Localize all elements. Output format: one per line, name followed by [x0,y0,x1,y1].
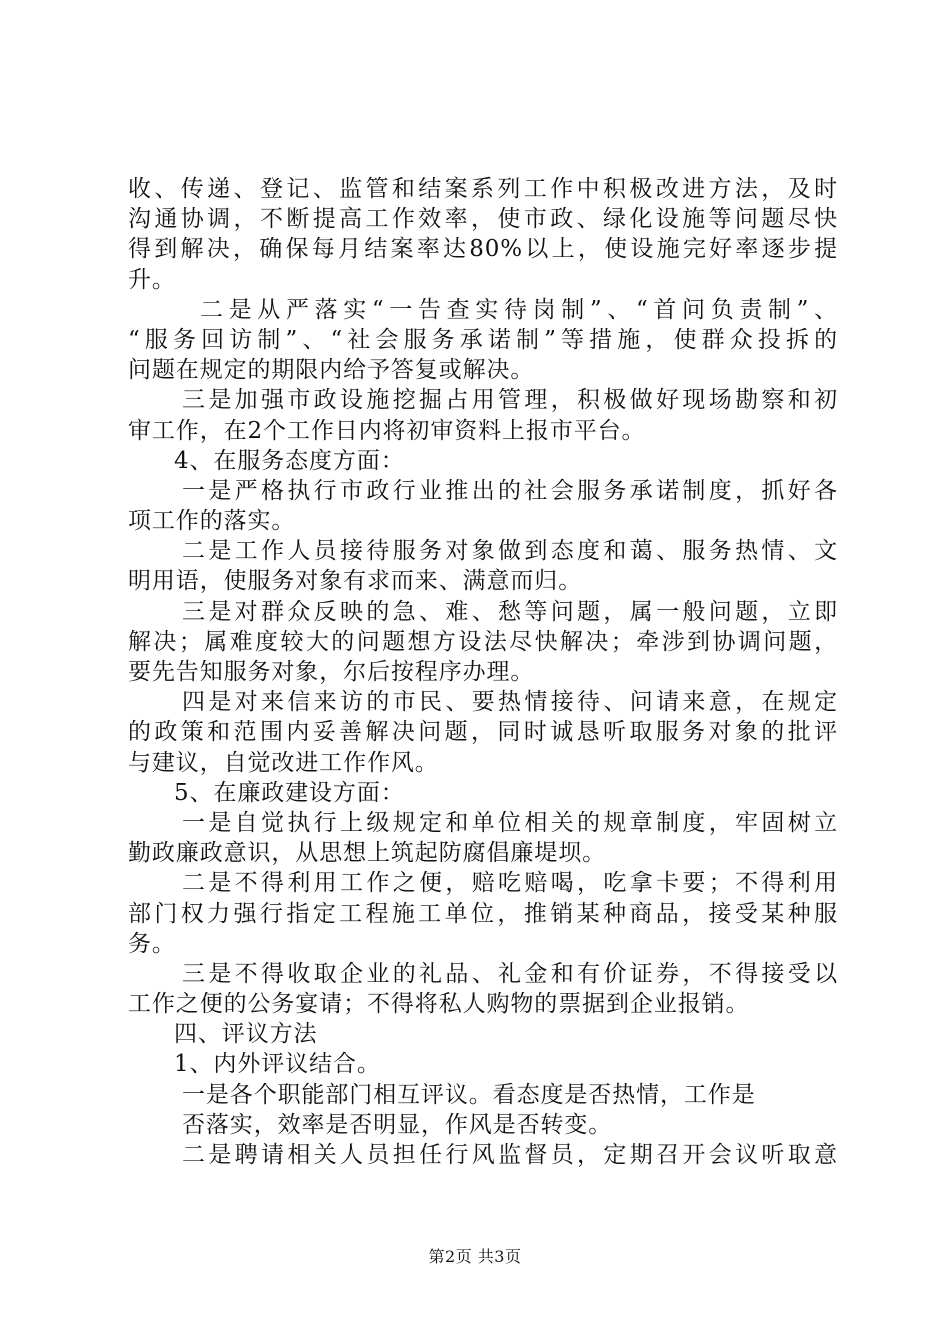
text-line: 一是严格执行市政行业推出的社会服务承诺制度，抓好各 [182,477,838,504]
text-line: 升。 [128,266,176,293]
text-line: 问题在规定的期限内给予答复或解决。 [128,357,535,384]
text-line: 二是工作人员接待服务对象做到态度和蔼、服务热情、文 [182,538,838,565]
document-body [128,174,838,1170]
text-line: 项工作的落实。 [128,508,296,535]
text-line: 得到解决，确保每月结案率达80%以上，使设施完好率逐步提 [128,236,838,263]
text-line: 三是不得收取企业的礼品、礼金和有价证券，不得接受以 [182,960,838,987]
text-line: 三是对群众反映的急、难、愁等问题，属一般问题，立即 [182,598,838,625]
text-line: 与建议，自觉改进工作作风。 [128,749,439,776]
text-line: 务。 [128,930,176,957]
text-line: 二是不得利用工作之便，赔吃赔喝，吃拿卡要；不得利用 [182,870,838,897]
text-line: 解决；属难度较大的问题想方设法尽快解决；牵涉到协调问题， [128,628,838,655]
text-line: 一是各个职能部门相互评议。看态度是否热情，工作是 [182,1081,756,1108]
text-line: 勤政廉政意识，从思想上筑起防腐倡廉堤坝。 [128,840,606,867]
text-line: 明用语，使服务对象有求而来、满意而归。 [128,568,583,595]
text-line: 5、在廉政建设方面： [174,779,405,806]
text-line: 工作之便的公务宴请；不得将私人购物的票据到企业报销。 [128,991,750,1018]
text-line: 二是聘请相关人员担任行风监督员，定期召开会议听取意 [182,1142,838,1168]
text-line: 4、在服务态度方面： [174,447,405,474]
text-line: 二是从严落实“一告查实待岗制”、“首问负责制”、 [200,296,838,323]
text-line: 审工作，在2个工作日内将初审资料上报市平台。 [128,417,646,444]
text-line: 收、传递、登记、监管和结案系列工作中积极改进方法，及时 [128,176,838,202]
text-line: 一是自觉执行上级规定和单位相关的规章制度，牢固树立 [182,809,838,836]
page-footer: 第2页 共3页 [428,1247,522,1266]
text-line: 1、内外评议结合。 [174,1051,381,1078]
text-line: 否落实，效率是否明显，作风是否转变。 [182,1111,613,1138]
text-line: 沟通协调，不断提高工作效率，使市政、绿化设施等问题尽快 [128,206,838,233]
text-line: 的政策和范围内妥善解决问题，同时诚恳听取服务对象的批评 [128,719,838,746]
text-line: “服务回访制”、“社会服务承诺制”等措施，使群众投拆的 [128,326,838,353]
text-line: 要先告知服务对象，尔后按程序办理。 [128,659,535,685]
text-line: 四、评议方法 [174,1021,318,1048]
text-line: 三是加强市政设施挖掘占用管理，积极做好现场勘察和初 [182,387,838,414]
text-line: 四是对来信来访的市民、要热情接待、问请来意，在规定 [182,689,838,716]
text-line: 部门权力强行指定工程施工单位，推销某种商品，接受某种服 [128,900,838,927]
